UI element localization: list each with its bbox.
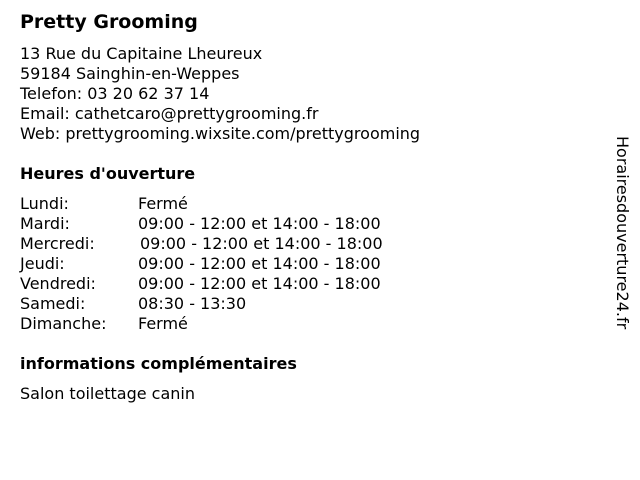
phone-text: Telefon: 03 20 62 37 14: [20, 84, 210, 103]
day-label: Vendredi:: [20, 274, 96, 293]
time-value: 09:00 - 12:00 et 14:00 - 18:00: [138, 254, 381, 273]
address-street: 13 Rue du Capitaine Lheureux: [20, 44, 263, 63]
info-heading: informations complémentaires: [20, 354, 297, 373]
website-text: Web: prettygrooming.wixsite.com/prettygrooming: [20, 124, 421, 143]
site-watermark: Horairesdouverture24.fr: [613, 136, 632, 330]
time-value: 09:00 - 12:00 et 14:00 - 18:00: [138, 214, 381, 233]
time-value: Fermé: [138, 194, 188, 213]
day-label: Mardi:: [20, 214, 70, 233]
time-value: 08:30 - 13:30: [138, 294, 247, 313]
email-text: Email: cathetcaro@prettygrooming.fr: [20, 104, 319, 123]
info-text: Salon toilettage canin: [20, 384, 195, 403]
day-label: Samedi:: [20, 294, 86, 313]
contact-block: [20, 44, 420, 144]
day-label: Mercredi:: [20, 234, 95, 253]
time-value: 09:00 - 12:00 et 14:00 - 18:00: [140, 234, 383, 253]
address-city: 59184 Sainghin-en-Weppes: [20, 64, 240, 83]
time-value: 09:00 - 12:00 et 14:00 - 18:00: [138, 274, 381, 293]
hours-heading: Heures d'ouverture: [20, 164, 196, 183]
day-label: Jeudi:: [20, 254, 65, 273]
time-value: Fermé: [138, 314, 188, 333]
business-name: Pretty Grooming: [20, 11, 198, 33]
day-label: Dimanche:: [20, 314, 107, 333]
day-label: Lundi:: [20, 194, 69, 213]
